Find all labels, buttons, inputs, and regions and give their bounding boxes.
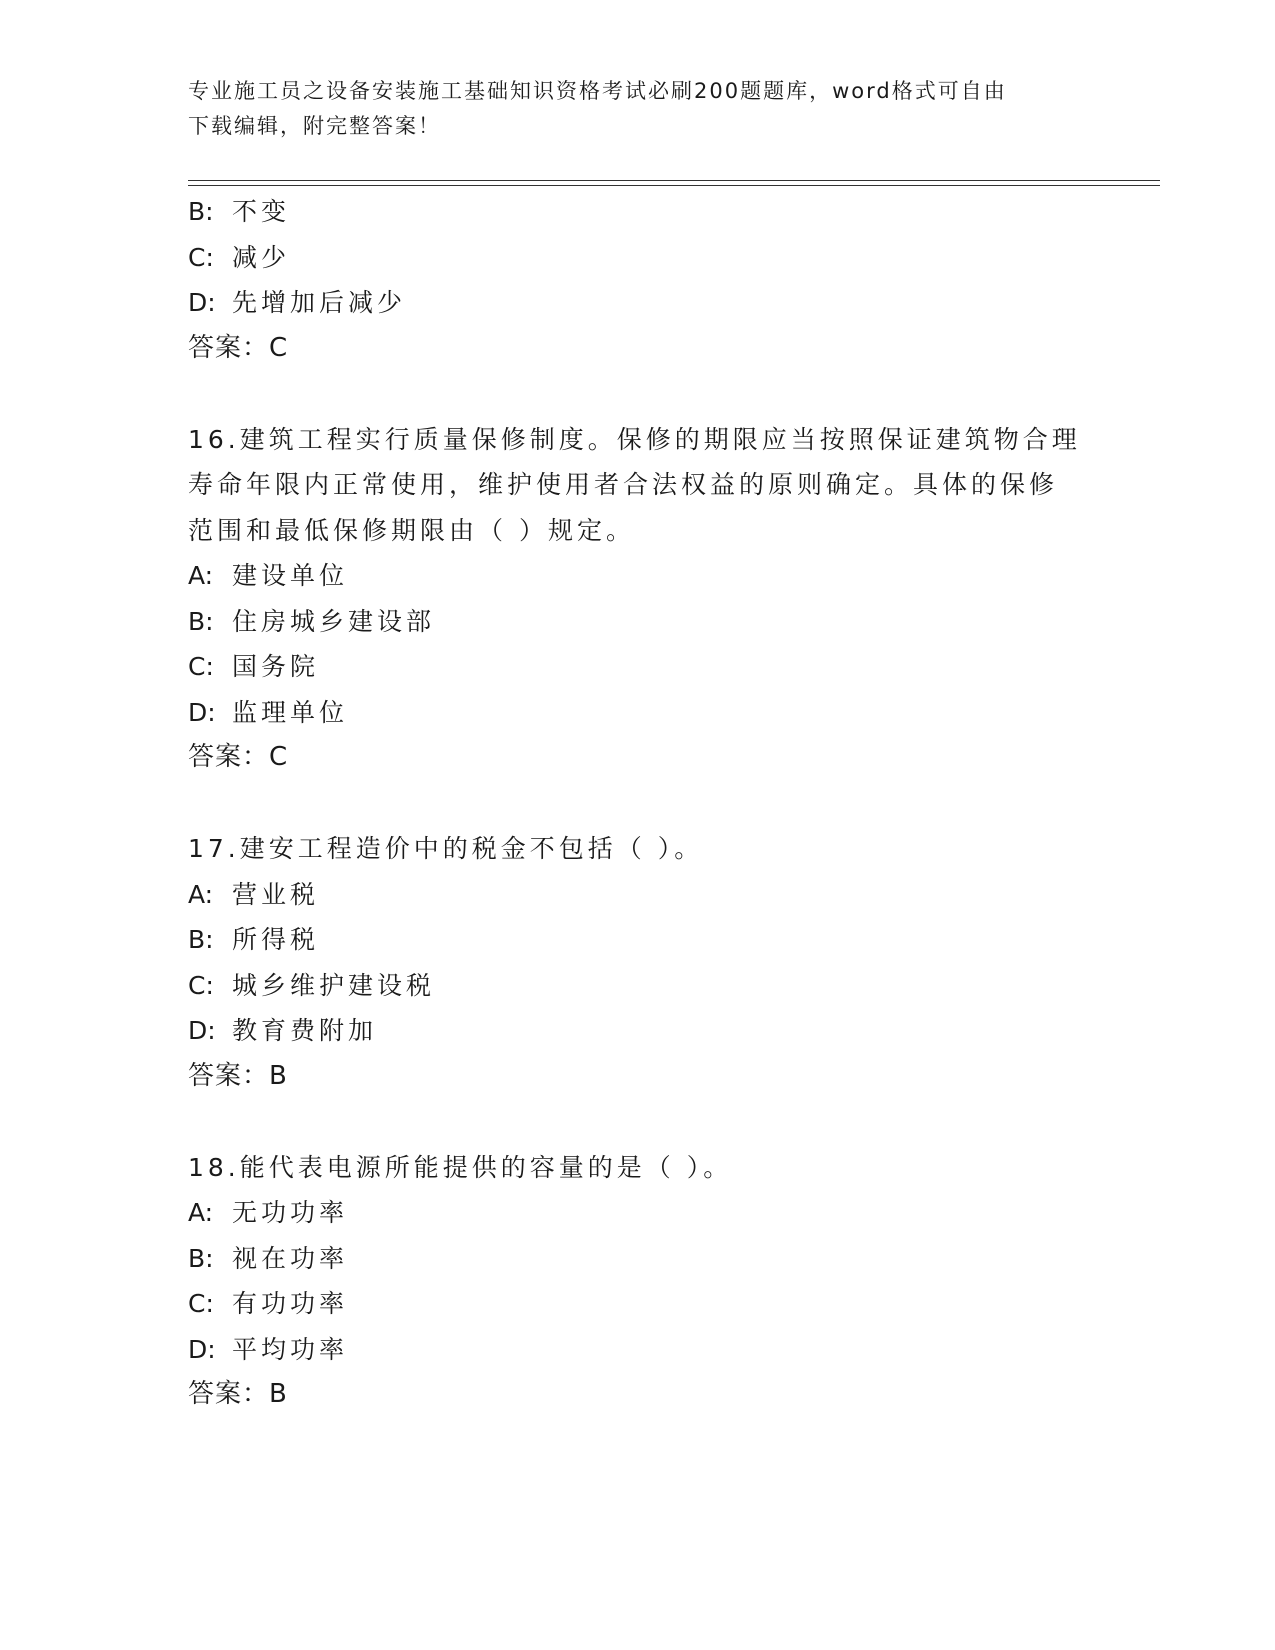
question-text-line: 范围和最低保修期限由（ ）规定。 <box>188 515 635 545</box>
question-text-line: 18.能代表电源所能提供的容量的是（ ）。 <box>188 1152 733 1182</box>
option-d <box>188 1008 1088 1054</box>
option-text: 无功功率 <box>232 1198 349 1227</box>
option-text: 监理单位 <box>232 697 349 727</box>
answer-line: 答案：B <box>188 1060 288 1091</box>
option-key: D: <box>188 288 216 317</box>
option-key: C: <box>188 652 214 681</box>
answer-line: 答案：B <box>188 1379 288 1409</box>
option-text: 平均功率 <box>232 1334 349 1364</box>
header-line-2: 下载编辑，附完整答案！ <box>188 114 441 138</box>
option-key: D: <box>188 1334 216 1364</box>
option-key: C: <box>188 242 214 272</box>
option-a <box>188 1190 1088 1236</box>
option-c <box>188 235 1088 281</box>
question-text-line: 17.建安工程造价中的税金不包括（ ）。 <box>188 834 704 863</box>
question-18 <box>188 1145 1088 1418</box>
option-key: B: <box>188 197 214 226</box>
option-b <box>188 917 1088 963</box>
option-key: B: <box>188 1243 214 1273</box>
option-b <box>188 599 1088 645</box>
option-text: 营业税 <box>232 879 320 909</box>
question-17 <box>188 826 1088 1099</box>
option-key: B: <box>188 925 214 954</box>
option-text: 所得税 <box>232 925 320 954</box>
option-d <box>188 1327 1088 1373</box>
option-d <box>188 280 1088 326</box>
option-c <box>188 1281 1088 1327</box>
option-b <box>188 189 1088 235</box>
option-b <box>188 1236 1088 1282</box>
header-rule-top <box>188 180 1160 181</box>
option-text: 视在功率 <box>232 1243 349 1273</box>
option-text: 城乡维护建设税 <box>232 970 436 1000</box>
spacer <box>188 781 1088 827</box>
option-key: C: <box>188 970 214 1000</box>
spacer <box>188 1099 1088 1145</box>
header-rule-bottom <box>188 185 1160 186</box>
option-text: 住房城乡建设部 <box>232 606 436 636</box>
option-c <box>188 644 1088 690</box>
option-text: 减少 <box>232 242 291 272</box>
option-text: 不变 <box>232 197 291 226</box>
option-key: A: <box>188 561 214 590</box>
option-key: A: <box>188 879 214 909</box>
option-d <box>188 690 1088 736</box>
option-text: 先增加后减少 <box>232 288 407 317</box>
answer-line: 答案：C <box>188 742 289 772</box>
option-text: 国务院 <box>232 652 320 681</box>
option-text: 建设单位 <box>232 561 349 590</box>
option-key: B: <box>188 606 214 636</box>
spacer <box>188 371 1088 417</box>
option-key: D: <box>188 1016 216 1045</box>
prev-question <box>188 189 1088 371</box>
answer-line: 答案：C <box>188 332 289 363</box>
option-c <box>188 963 1088 1009</box>
document-body <box>188 189 1088 1418</box>
option-text: 有功功率 <box>232 1289 349 1318</box>
option-key: A: <box>188 1198 214 1227</box>
option-text: 教育费附加 <box>232 1016 378 1045</box>
question-text-line: 寿命年限内正常使用，维护使用者合法权益的原则确定。具体的保修 <box>188 470 1059 499</box>
question-text-line: 16.建筑工程实行质量保修制度。保修的期限应当按照保证建筑物合理 <box>188 424 1081 454</box>
option-key: C: <box>188 1289 214 1318</box>
header-line-1: 专业施工员之设备安装施工基础知识资格考试必刷200题题库，word格式可自由 <box>188 79 1007 103</box>
option-key: D: <box>188 697 216 727</box>
document-header <box>188 74 1088 144</box>
option-a <box>188 872 1088 918</box>
option-a <box>188 553 1088 599</box>
question-16 <box>188 417 1088 781</box>
